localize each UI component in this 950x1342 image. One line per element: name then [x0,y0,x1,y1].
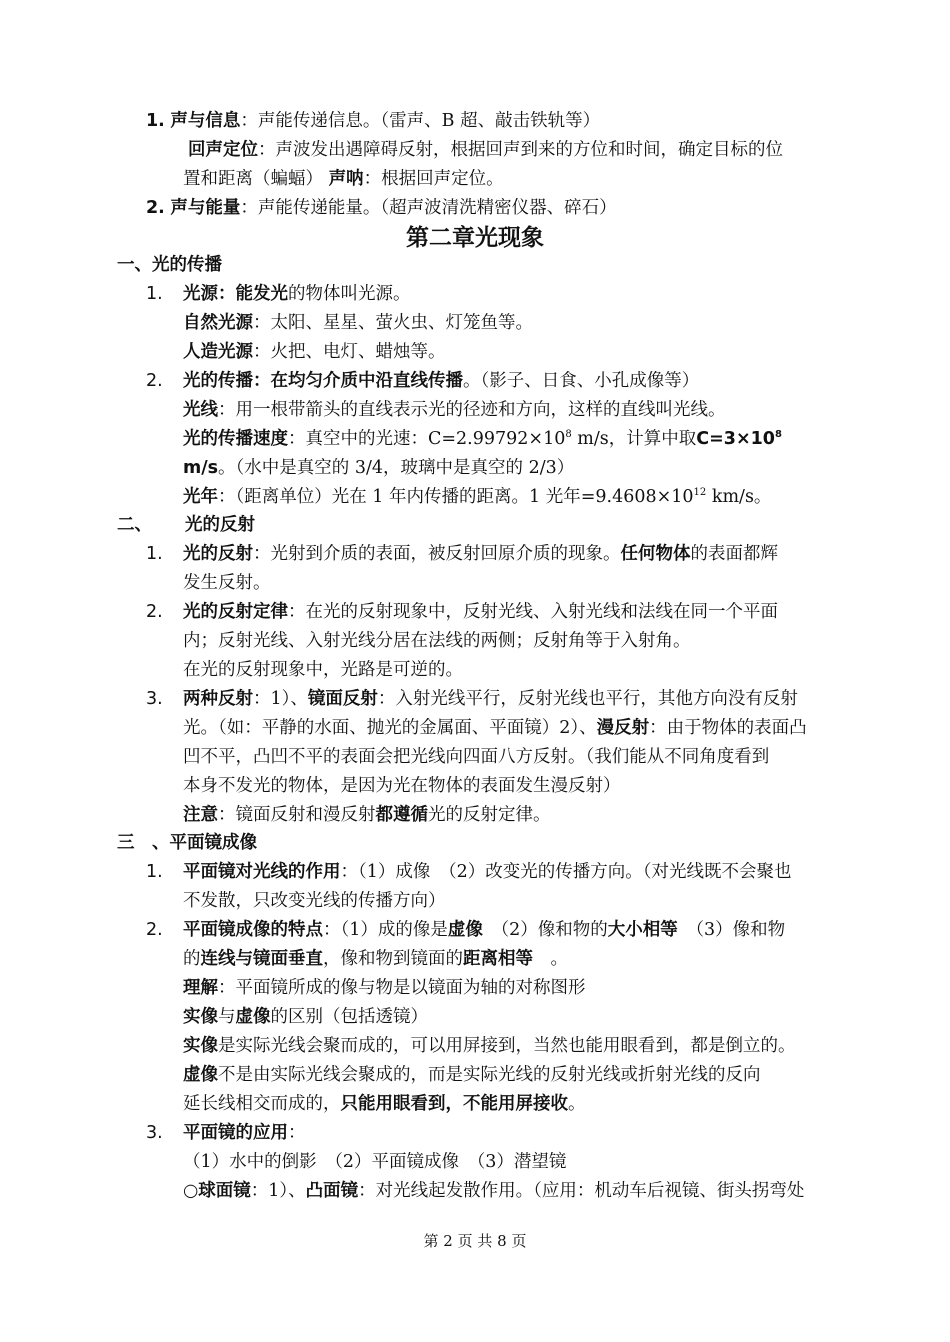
s1-natural-light: 自然光源：太阳、星星、萤火虫、灯笼鱼等。 [183,313,533,333]
line-sound-info: 1. 声与信息：声能传递信息。（雷声、B 超、敲击铁轨等） [146,111,601,131]
s3-real-image: 实像是实际光线会聚而成的，可以用屏接到，当然也能用眼看到，都是倒立的。 [183,1036,796,1056]
s1-item-1: 1. [146,284,163,304]
s2-note: 注意：镜面反射和漫反射都遵循光的反射定律。 [183,805,551,825]
section-2-title: 二、 光的反射 [117,515,255,535]
s2-item-3: 两种反射：1）、镜面反射：入射光线平行，反射光线也平行，其他方向没有反射 [183,689,798,709]
s3-item-1: 平面镜对光线的作用：（1）成像 （2）改变光的传播方向。（对光线既不会聚也 [183,862,792,882]
s3-item-3: 平面镜的应用： [183,1123,306,1143]
s2-item-3-num: 3. [146,689,163,709]
s3-item-3-num: 3. [146,1123,163,1143]
line-sound-energy: 2. 声与能量：声能传递能量。（超声波清洗精密仪器、碎石） [146,198,617,218]
s3-item-1-line-2: 不发散，只改变光线的传播方向） [183,891,446,911]
s3-virtual-image: 虚像不是由实际光线会聚成的，而是实际光线的反射光线或折射光线的反向 [183,1065,761,1085]
page-footer: 第 2 页 共 8 页 [423,1232,527,1250]
s1-ray: 光线：用一根带箭头的直线表示光的径迹和方向，这样的直线叫光线。 [183,400,726,420]
s3-item-1-num: 1. [146,862,163,882]
s2-item-1: 光的反射：光射到介质的表面，被反射回原介质的现象。任何物体的表面都辉 [183,544,778,564]
line-echo-location: 回声定位：声波发出遇障碍反射，根据回声到来的方位和时间，确定目标的位 [188,140,783,160]
s2-item-2-line-3: 在光的反射现象中，光路是可逆的。 [183,660,463,680]
s1-item-2: 2. [146,371,163,391]
s3-real-virtual: 实像与虚像的区别（包括透镜） [183,1007,428,1027]
s2-item-3-line-2: 光。（如：平静的水面、抛光的金属面、平面镜）2）、漫反射：由于物体的表面凸 [183,718,807,738]
s3-item-2: 平面镜成像的特点：（1）成的像是虚像 （2）像和物的大小相等 （3）像和物 [183,920,786,940]
s2-item-2: 光的反射定律：在光的反射现象中，反射光线、入射光线和法线在同一个平面 [183,602,778,622]
s2-item-3-line-4: 本身不发光的物体，是因为光在物体的表面发生漫反射） [183,776,621,796]
section-1-title: 一、光的传播 [117,255,222,275]
chapter-title: 第二章光现象 [406,225,544,251]
s2-item-2-line-2: 内；反射光线、入射光线分居在法线的两侧；反射角等于入射角。 [183,631,691,651]
section-3-title: 三 、平面镜成像 [117,833,257,853]
circle-bullet-icon: ○ [183,1181,199,1201]
s1-speed: 光的传播速度：真空中的光速：$C=2.99792\times 10^8$ m/s，计算中取$C=3\times 10^8$ [183,429,782,449]
s2-item-1-num: 1. [146,544,163,564]
s1-artificial-light: 人造光源：火把、电灯、蜡烛等。 [183,342,446,362]
s1-speed-2: m/s。（水中是真空的 3/4，玻璃中是真空的 2/3） [183,458,575,478]
s1-item-2-text: 光的传播：在均匀介质中沿直线传播。（影子、日食、小孔成像等） [183,371,700,391]
s3-item-2-line-2: 的连线与镜面垂直，像和物到镜面的距离相等 。 [183,949,568,969]
s3-virtual-image-2: 延长线相交而成的，只能用眼看到，不能用屏接收。 [183,1094,586,1114]
line-echo-location-2: 置和距离（蝙蝠） 声呐：根据回声定位。 [183,169,504,189]
s1-item-1-text: 光源：能发光的物体叫光源。 [183,284,411,304]
s2-item-3-line-3: 凹不平，凸凹不平的表面会把光线向四面八方反射。（我们能从不同角度看到 [183,747,770,767]
s3-item-2-num: 2. [146,920,163,940]
s3-spherical-mirror: ○球面镜：1）、凸面镜：对光线起发散作用。（应用：机动车后视镜、街头拐弯处 [183,1181,805,1201]
s3-understand: 理解：平面镜所成的像与物是以镜面为轴的对称图形 [183,978,586,998]
s1-light-year: 光年：（距离单位）光在 1 年内传播的距离。1 光年$=9.4608\times 10^{12}$ km/s。 [183,487,772,507]
s2-item-2-num: 2. [146,602,163,622]
s2-item-1-line-2: 发生反射。 [183,573,271,593]
s3-applications: （1）水中的倒影 （2）平面镜成像 （3）潜望镜 [183,1152,567,1172]
